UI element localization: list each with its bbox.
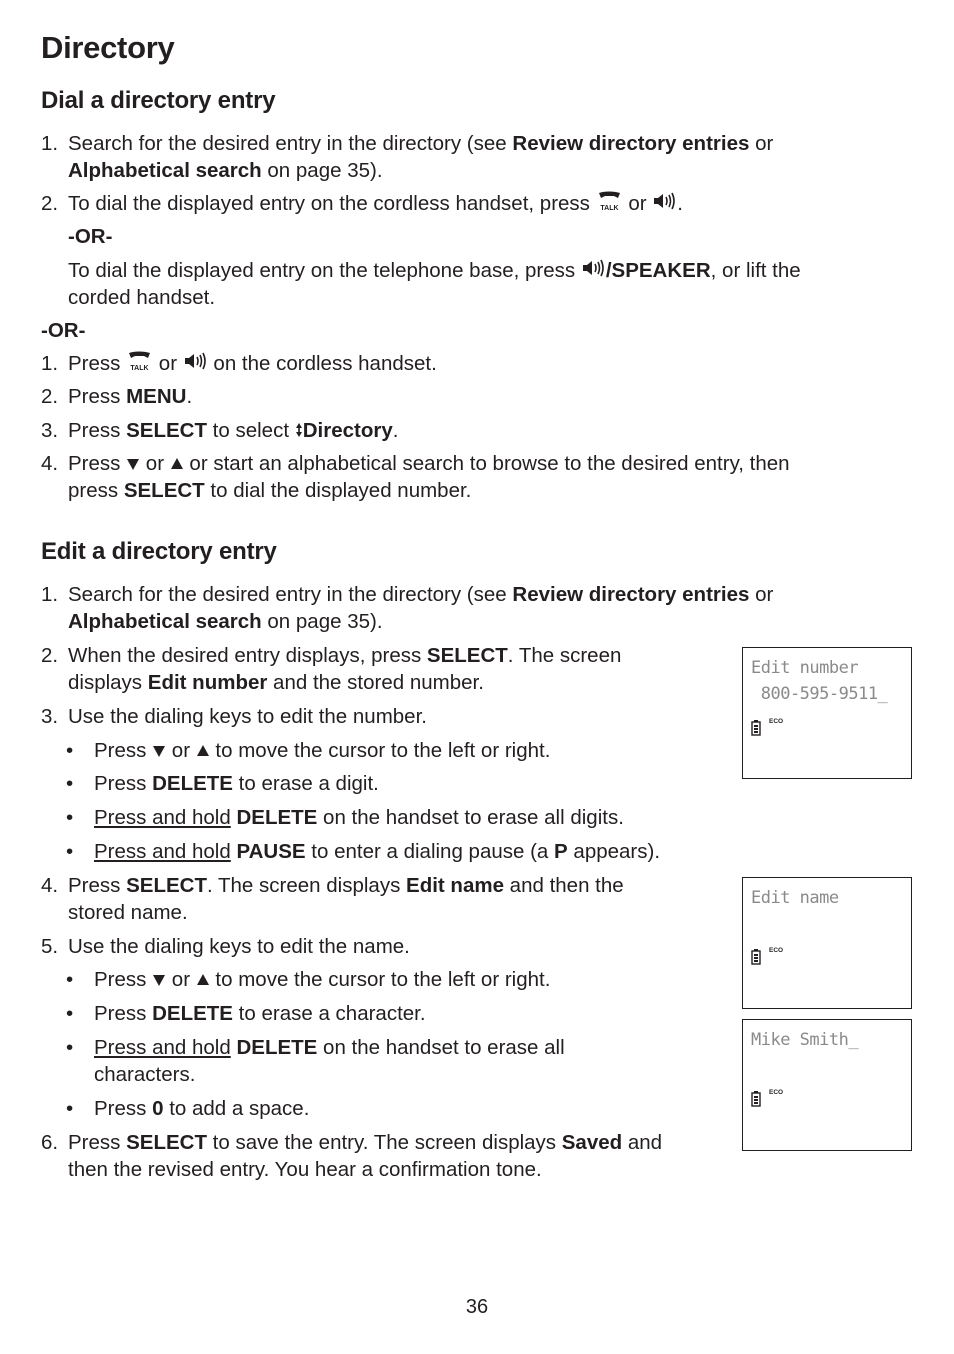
step-text: To dial the displayed entry on the cordless handset, press TALK or . <box>68 190 683 219</box>
down-arrow-icon <box>152 738 166 765</box>
screen-line: Edit number <box>751 658 859 678</box>
down-arrow-icon <box>126 451 140 478</box>
bullet: • <box>66 772 74 795</box>
up-arrow-icon <box>196 967 210 994</box>
step-text: Press SELECT to select Directory. <box>68 417 398 445</box>
dial-section-heading: Dial a directory entry <box>41 87 276 114</box>
step-text: then the revised entry. You hear a confirmation tone. <box>68 1158 542 1181</box>
step-number: 3. <box>41 705 59 728</box>
bullet-text: Press and hold DELETE on the handset to erase all digits. <box>94 806 624 829</box>
bullet: • <box>66 840 74 863</box>
step-number: 1. <box>41 583 59 606</box>
step-text: press SELECT to dial the displayed number. <box>68 479 472 502</box>
bullet: • <box>66 968 74 991</box>
speaker-icon <box>652 191 677 218</box>
handset-screen-edit-number <box>742 647 912 779</box>
step-text: Press MENU. <box>68 385 193 408</box>
step-text: Use the dialing keys to edit the number. <box>68 705 427 728</box>
step-text: Alphabetical search on page 35). <box>68 159 383 182</box>
step-text: Press or or start an alphabetical search to browse to the desired entry, then <box>68 450 790 478</box>
up-down-arrow-icon <box>295 418 303 445</box>
step-text: Search for the desired entry in the directory (see Review directory entries or <box>68 583 774 606</box>
step-text: stored name. <box>68 901 188 924</box>
bullet: • <box>66 1036 74 1059</box>
step-number: 2. <box>41 192 59 215</box>
bullet-text: Press DELETE to erase a digit. <box>94 772 379 795</box>
step-number: 1. <box>41 352 59 375</box>
bullet-text: Press or to move the cursor to the left or right. <box>94 966 550 994</box>
talk-icon <box>596 190 623 219</box>
eco-indicator: ECO <box>769 1089 784 1096</box>
step-text: When the desired entry displays, press SELECT. The screen <box>68 644 622 667</box>
svg-text:TALK: TALK <box>600 205 619 213</box>
edit-section-heading: Edit a directory entry <box>41 538 277 565</box>
battery-icon <box>751 1091 759 1105</box>
step-text: Search for the desired entry in the directory (see Review directory entries or <box>68 132 774 155</box>
or-separator: -OR- <box>68 225 113 248</box>
bullet-text: Press and hold PAUSE to enter a dialing pause (a P appears). <box>94 840 661 863</box>
battery-icon <box>751 720 759 734</box>
handset-screen-name-entry <box>742 1019 912 1151</box>
bullet: • <box>66 806 74 829</box>
page-title: Directory <box>41 30 175 65</box>
bullet-text: characters. <box>94 1063 196 1086</box>
page-number: 36 <box>465 1296 489 1318</box>
step-text: Use the dialing keys to edit the name. <box>68 935 410 958</box>
step-number: 4. <box>41 874 59 897</box>
speaker-icon <box>183 351 208 378</box>
down-arrow-icon <box>152 967 166 994</box>
step-text: Press TALK or on the cordless handset. <box>68 350 437 379</box>
step-number: 2. <box>41 644 59 667</box>
step-text: Press SELECT. The screen displays Edit name and then the <box>68 874 624 897</box>
battery-icon <box>751 949 759 963</box>
eco-indicator: ECO <box>769 947 784 954</box>
step-number: 5. <box>41 935 59 958</box>
or-separator: -OR- <box>41 319 86 342</box>
bullet: • <box>66 1097 74 1120</box>
bullet: • <box>66 739 74 762</box>
up-arrow-icon <box>170 451 184 478</box>
svg-text:TALK: TALK <box>130 365 149 373</box>
screen-line: Edit name <box>751 888 839 908</box>
step-text: Press SELECT to save the entry. The screen displays Saved and <box>68 1131 663 1154</box>
bullet-text: Press and hold DELETE on the handset to erase all <box>94 1036 565 1059</box>
step-text: corded handset. <box>68 286 216 309</box>
speaker-icon <box>581 258 606 285</box>
step-number: 2. <box>41 385 59 408</box>
step-text: To dial the displayed entry on the telephone base, press /SPEAKER, or lift the <box>68 257 801 285</box>
handset-screen-edit-name <box>742 877 912 1009</box>
step-text: Alphabetical search on page 35). <box>68 610 383 633</box>
screen-line: Mike Smith_ <box>751 1030 859 1050</box>
bullet-text: Press or to move the cursor to the left or right. <box>94 737 550 765</box>
bullet-text: Press DELETE to erase a character. <box>94 1002 426 1025</box>
talk-icon <box>126 350 153 379</box>
step-number: 4. <box>41 452 59 475</box>
eco-indicator: ECO <box>769 718 784 725</box>
bullet: • <box>66 1002 74 1025</box>
bullet-text: Press 0 to add a space. <box>94 1097 310 1120</box>
step-number: 1. <box>41 132 59 155</box>
up-arrow-icon <box>196 738 210 765</box>
step-number: 6. <box>41 1131 59 1154</box>
step-number: 3. <box>41 419 59 442</box>
screen-line: 800-595-9511_ <box>751 684 888 704</box>
step-text: displays Edit number and the stored number. <box>68 671 484 694</box>
